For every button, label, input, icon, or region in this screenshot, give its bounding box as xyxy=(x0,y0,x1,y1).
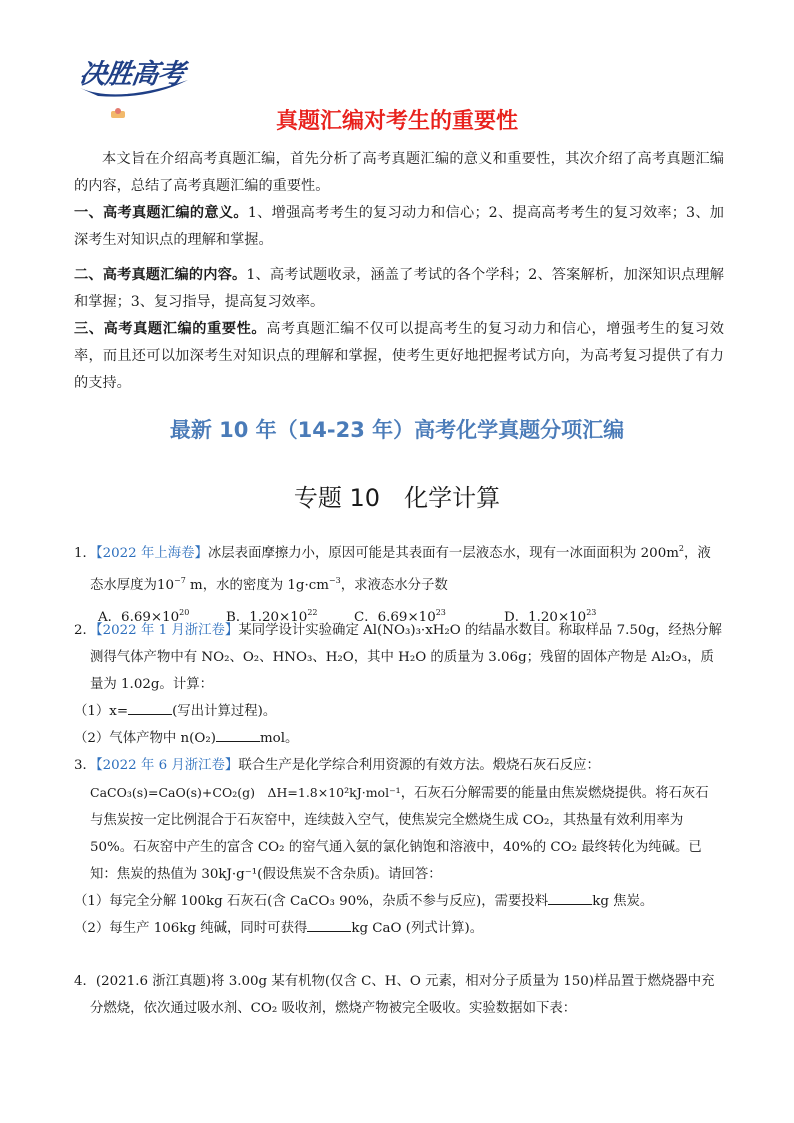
question-line xyxy=(74,779,726,807)
question-source: 【2022 年 6 月浙江卷】 xyxy=(95,758,239,773)
question-line xyxy=(74,968,726,995)
answer-blank[interactable] xyxy=(307,919,351,932)
question-text: ，液 xyxy=(684,546,711,561)
section-heading: 二、高考真题汇编的内容。 xyxy=(74,267,247,283)
section-heading: 一、高考真题汇编的意义。 xyxy=(74,205,248,221)
question-2 xyxy=(74,617,726,752)
question-text: （2）每生产 106kg 纯碱，同时可获得 xyxy=(74,921,308,936)
question-text: kg 焦炭。 xyxy=(592,894,654,909)
option-label: C．6.69×10 xyxy=(354,610,436,625)
question-text: 冰层表面摩擦力小，原因可能是其表面有一层液态水，现有一冰面面积为 200m xyxy=(207,546,679,561)
sub-question-1 xyxy=(74,888,726,915)
question-number: 3． xyxy=(74,758,96,773)
page-title: 真题汇编对考生的重要性 xyxy=(275,109,518,134)
question-text: 将 3.00g 某有机物(仅含 C、H、O 元素，相对分子质量为 150)样品置于燃烧器中充 xyxy=(211,974,715,989)
superscript: 20 xyxy=(179,608,190,617)
question-text: （1）x= xyxy=(74,704,129,719)
question-text: m，水的密度为 1g·cm xyxy=(185,578,329,593)
question-text: ，石灰石分解需要的能量由焦炭燃烧提供。将石灰石 xyxy=(400,786,709,801)
question-source: 【2022 年 1 月浙江卷】 xyxy=(95,623,239,638)
question-line: 与焦炭按一定比例混合于石灰窑中，连续鼓入空气，使焦炭完全燃烧生成 CO₂，其热量有效利用率为 xyxy=(90,813,684,828)
question-4 xyxy=(74,968,726,1022)
superscript: −7 xyxy=(174,576,186,585)
question-3 xyxy=(74,752,726,942)
question-number: 4． xyxy=(74,974,96,989)
intro-paragraph: 本文旨在介绍高考真题汇编，首先分析了高考真题汇编的意义和重要性，其次介绍了高考真题汇编的内容，总结了高考真题汇编的重要性。 xyxy=(74,151,724,194)
section-text: 1、高考试题收录，涵盖了考试的各个学科；2、答案解析，加深知识点理解和掌握；3、复习指导，提高复习效率。 xyxy=(74,267,724,310)
sub-question-2 xyxy=(74,915,726,942)
answer-blank[interactable] xyxy=(548,892,592,905)
series-subtitle: 最新 10 年（14-23 年）高考化学真题分项汇编 xyxy=(169,418,625,442)
answer-blank[interactable] xyxy=(216,729,260,742)
section-importance xyxy=(74,316,724,397)
question-line: 分燃烧，依次通过吸水剂、CO₂ 吸收剂，燃烧产物被完全吸收。实验数据如下表： xyxy=(90,1001,577,1016)
question-line: 50%。石灰窑中产生的富含 CO₂ 的窑气通入氨的氯化钠饱和溶液中，40%的 CO₂ 最终转化为纯碱。已 xyxy=(90,840,702,855)
superscript: 23 xyxy=(586,608,597,617)
question-line xyxy=(74,617,726,644)
question-number: 2． xyxy=(74,623,96,638)
superscript: 22 xyxy=(307,608,318,617)
question-text: kg CaO (列式计算)。 xyxy=(351,921,484,936)
topic-heading: 专题 10 化学计算 xyxy=(293,484,501,512)
section-significance xyxy=(74,200,724,254)
sub-question-2 xyxy=(74,725,726,752)
question-source: (2021.6 浙江真题) xyxy=(95,974,212,989)
question-line: 测得气体产物中有 NO₂、O₂、HNO₃、H₂O，其中 H₂O 的质量为 3.06g；残留的固体产物是 Al₂O₃，质 xyxy=(90,650,714,665)
question-line xyxy=(74,752,726,779)
logo-text: 决胜高考 xyxy=(77,59,186,90)
question-text: mol。 xyxy=(259,731,299,746)
question-text: （1）每完全分解 100kg 石灰石(含 CaCO₃ 90%，杂质不参与反应)，需要投料 xyxy=(74,894,549,909)
question-text: （2）气体产物中 n(O₂) xyxy=(74,731,216,746)
question-line xyxy=(74,535,726,567)
section-text: 1、增强高考考生的复习动力和信心；2、提高高考考生的复习效率；3、加深考生对知识点的理解和掌握。 xyxy=(74,205,724,248)
section-heading: 三、高考真题汇编的重要性。 xyxy=(74,321,267,337)
superscript: 23 xyxy=(435,608,446,617)
question-number: 1． xyxy=(74,546,96,561)
sub-question-1 xyxy=(74,698,726,725)
question-text: ，求液态水分子数 xyxy=(340,578,448,593)
section-text: 高考真题汇编不仅可以提高考生的复习动力和信心，增强考生的复习效率，而且还可以加深考生对知识点的理解和掌握，使考生更好地把握考试方向，为高考复习提供了有力的支持。 xyxy=(74,321,724,391)
superscript: 2 xyxy=(678,544,685,553)
question-line xyxy=(74,567,726,599)
option-label: B．1.20×10 xyxy=(226,610,308,625)
question-text: 态水厚度为10 xyxy=(90,578,174,593)
question-line: 知：焦炭的热值为 30kJ·g⁻¹(假设焦炭不含杂质)。请回答： xyxy=(90,867,442,882)
question-text: (写出计算过程)。 xyxy=(172,704,277,719)
question-source: 【2022 年上海卷】 xyxy=(95,546,208,561)
chemical-equation: CaCO₃(s)=CaO(s)+CO₂(g) ΔH=1.8×10²kJ·mol⁻¹ xyxy=(90,785,401,800)
question-text: 联合生产是化学综合利用资源的有效方法。煅烧石灰石反应： xyxy=(238,758,600,773)
option-label: D．1.20×10 xyxy=(504,610,587,625)
question-line: 量为 1.02g。计算： xyxy=(90,677,213,692)
option-label: A．6.69×10 xyxy=(98,610,180,625)
superscript: −3 xyxy=(328,576,341,585)
answer-blank[interactable] xyxy=(128,702,172,715)
section-content xyxy=(74,262,724,316)
question-text: 某同学设计实验确定 Al(NO₃)₃·xH₂O 的结晶水数目。称取样品 7.50g，经热分解 xyxy=(238,623,722,638)
